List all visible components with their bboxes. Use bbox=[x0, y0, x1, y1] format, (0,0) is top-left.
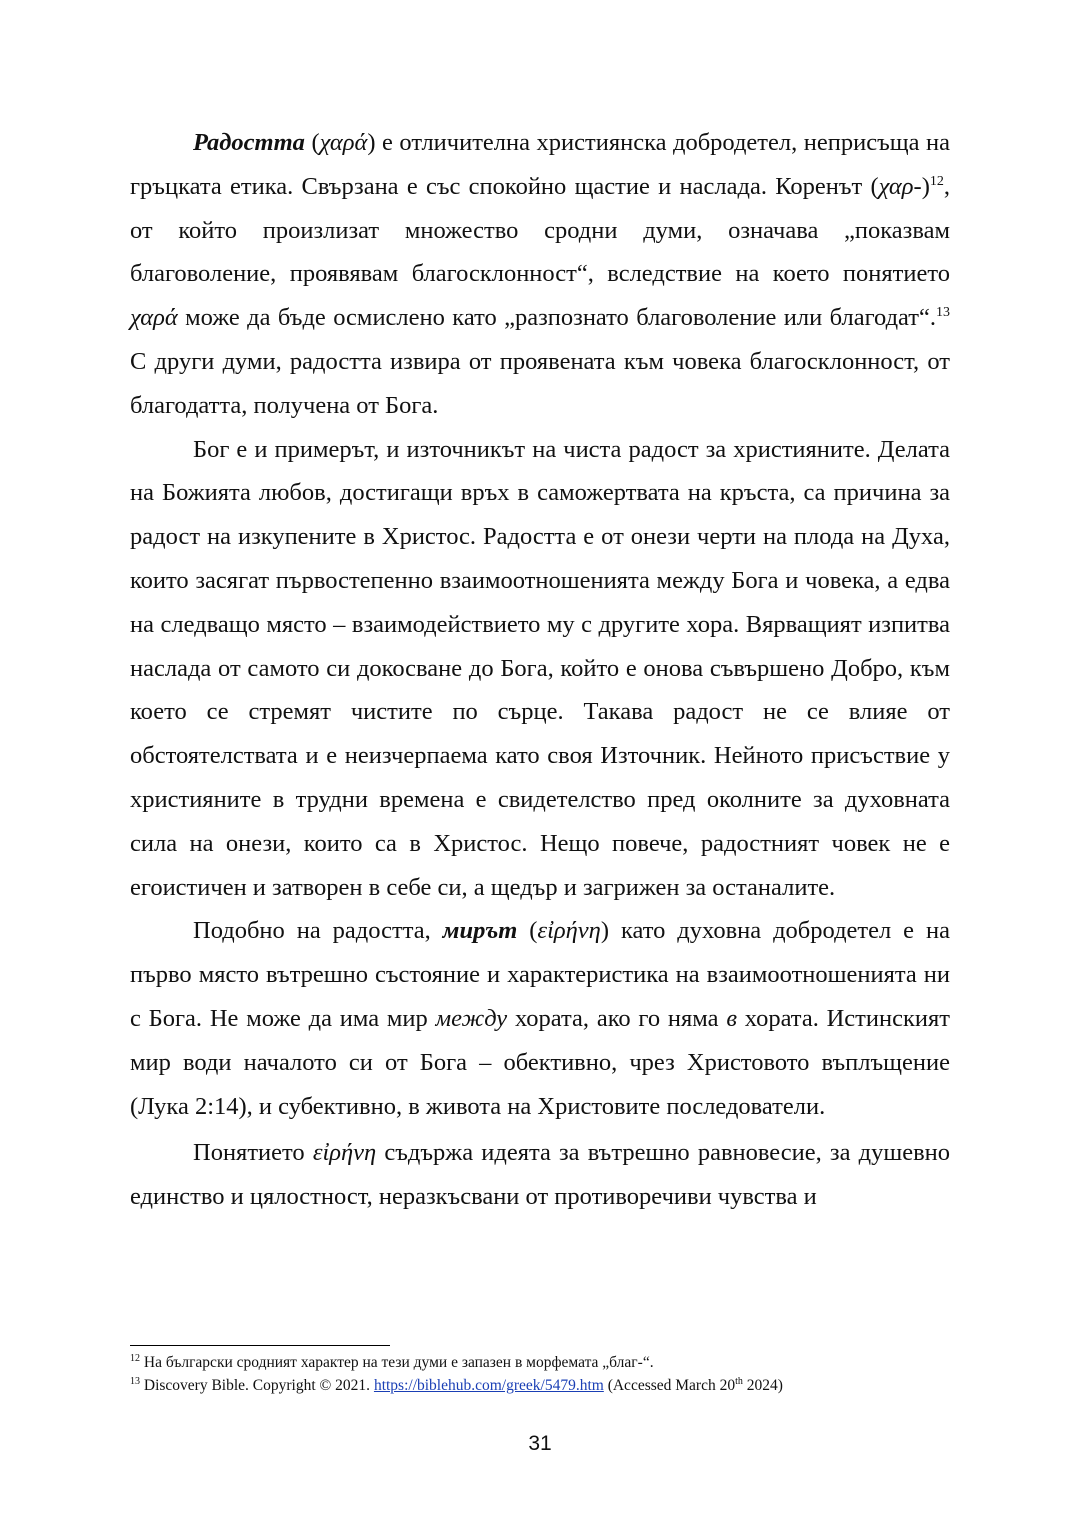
footnote-text: 2024) bbox=[742, 1377, 783, 1394]
ordinal-suffix: th bbox=[735, 1375, 743, 1387]
greek-root: χαρ- bbox=[878, 172, 922, 200]
text-run: ( bbox=[517, 917, 538, 945]
text-run: Понятието bbox=[193, 1139, 313, 1167]
text-run: ) като духовна добродетел е на първо място вътрешно състояние и характеристика на взаимоотношенията ни с Бога. Не може да има мир bbox=[130, 917, 950, 1032]
footnote-text: (Accessed March 20 bbox=[603, 1377, 736, 1394]
text-run: С други думи, радостта извира от проявената към човека благосклонност, от благодатта, получена от Бога. bbox=[130, 347, 950, 419]
footnote-13 bbox=[130, 1374, 970, 1397]
footnote-separator bbox=[130, 1345, 390, 1346]
emphasis: в bbox=[726, 1004, 737, 1032]
text-run: съдържа идеята за вътрешно равновесие, за душевно единство и цялостност, неразкъсвани от противоречиви чувства и bbox=[130, 1139, 951, 1211]
text-run: ) е отличителна християнска добродетел, неприсъща на гръцката етика. Свързана е със спокойно щастие и наслада. Коренът ( bbox=[130, 129, 950, 200]
text-run: , от който произлизат множество сродни думи, означава „показвам благоволение, проявявам благосклонност“, вследствие на което понятието bbox=[130, 172, 950, 288]
footnote-text: На български сродният характер на тези думи е запазен в морфемата „благ-“. bbox=[140, 1354, 654, 1371]
text-run: може да бъде осмислено като „разпознато благоволение или благодат“. bbox=[177, 304, 936, 332]
text-run: хората, ако го няма bbox=[507, 1004, 727, 1032]
footnote-ref-13[interactable]: 13 bbox=[936, 305, 950, 321]
term-peace: мирът bbox=[442, 917, 518, 945]
greek-term: εἰρήνη bbox=[537, 917, 601, 945]
footnote-12 bbox=[130, 1351, 970, 1374]
text-run: хората. Истинският мир води началото си от Бога – обективно, чрез Христовото въплъщение (Лука 2:14), и субективно, в живота на Христовите последователи. bbox=[130, 1004, 950, 1120]
paragraph-joy bbox=[130, 121, 950, 428]
greek-term: χαρά bbox=[130, 304, 178, 332]
term-joy: Радостта bbox=[193, 129, 305, 156]
greek-term: χαρά bbox=[319, 129, 368, 156]
emphasis: между bbox=[435, 1004, 508, 1032]
paragraph-god-source bbox=[130, 428, 950, 910]
text-run: ( bbox=[304, 129, 320, 156]
greek-term: εἰρήνη bbox=[312, 1139, 377, 1167]
text-run: Подобно на радостта, bbox=[193, 917, 443, 945]
footnote-text: Discovery Bible. Copyright © 2021. bbox=[140, 1377, 374, 1394]
footnote-link[interactable]: https://biblehub.com/greek/5479.htm bbox=[373, 1377, 604, 1394]
page-number: 31 bbox=[528, 1432, 552, 1455]
footnote-ref-12[interactable]: 12 bbox=[929, 173, 944, 189]
footnote-marker: 13 bbox=[130, 1375, 140, 1387]
text-run: Бог е и примерът, и източникът на чиста радост за християните. Делата на Божията любов, достигащи връх в саможертвата на кръста, са причина за радост на изкупените в Христос. Радостта е от онези черти на плода на Духа, които засягат първостепенно взаимоотношенията между Бога и човека, а едва на следващо място – взаимодействието му с другите хора. Вярващият изпитва наслада от самото си докосване до Бога, който е онова съвършено Добро, към което се стремят чистите по сърце. Такава радост не се влияе от обстоятелствата и е неизчерпаема като своя Източник. Нейното присъствие у християните в трудни времена е свидетелство пред околните за духовната сила на онези, които са в Христос. Нещо повече, радостният човек не е егоистичен и затворен в себе си, а щедър и загрижен за останалите. bbox=[130, 435, 950, 901]
paragraph-eirene bbox=[130, 1131, 950, 1219]
page-body bbox=[130, 121, 950, 1219]
footnote-marker: 12 bbox=[130, 1352, 140, 1364]
paragraph-peace bbox=[130, 909, 950, 1128]
text-run: ) bbox=[921, 172, 930, 200]
footnotes bbox=[130, 1351, 970, 1397]
